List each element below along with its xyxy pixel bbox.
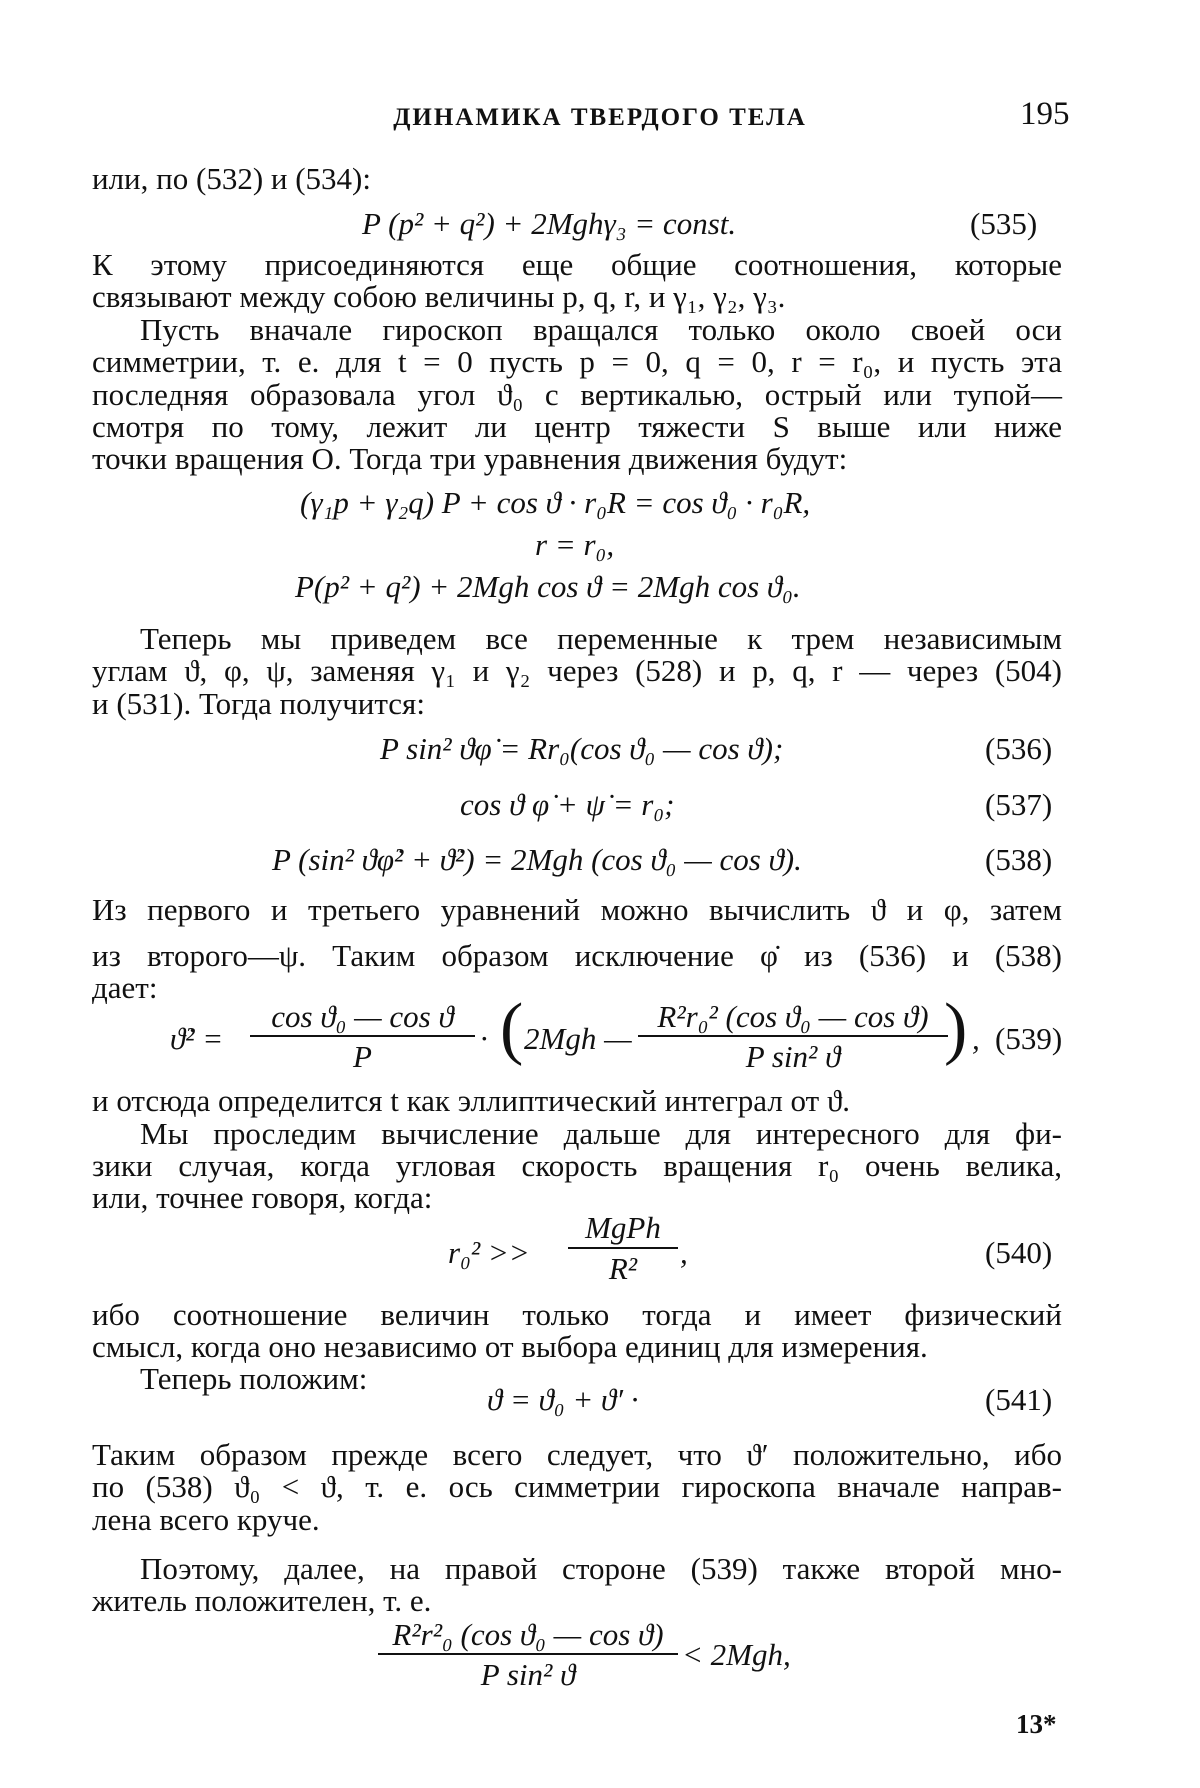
fraction-denominator: R² [608,1251,638,1286]
equation-number: (536) [985,731,1053,766]
comma: , [972,1021,980,1056]
equation-system-2: r = r₀, [535,527,615,562]
text-line: из второго—ψ. Таким образом исключение φ̇ из (536) и (538) [92,938,1062,973]
text-line: К этому присоединяются еще общие соотношения, которые [92,247,1062,282]
text-line: Теперь положим: [140,1361,368,1396]
equation-541: ϑ = ϑ₀ + ϑ′ · [487,1382,639,1417]
text-line: Поэтому, далее, на правой стороне (539) также второй мно- [140,1551,1062,1586]
text-line: углам ϑ, φ, ψ, заменяя γ₁ и γ₂ через (528) и p, q, r — через (504) [92,653,1062,688]
equation-536: P sin² ϑφ̇ = Rr₀(cos ϑ₀ — cos ϑ); [380,731,784,766]
comma: , [680,1235,688,1270]
fraction-denominator: P sin² ϑ [480,1657,576,1692]
fraction-numerator: R²r₀² (cos ϑ₀ — cos ϑ) [657,999,929,1034]
fraction-bar [568,1247,678,1249]
equation-539-lhs: ϑ̇² = [170,1021,224,1056]
text-line: симметрии, т. е. для t = 0 пусть p = 0, q = 0, r = r₀, и пусть эта [92,344,1062,379]
signature-mark: 13* [1016,1709,1057,1739]
page-number: 195 [1020,96,1070,132]
left-paren: ( [500,990,524,1067]
text-line: или, точнее говоря, когда: [92,1180,433,1215]
equation-number: (541) [985,1382,1053,1417]
text-line: последняя образовала угол ϑ₀ с вертикалью, острый или тупой— [92,377,1062,412]
fraction-numerator: cos ϑ₀ — cos ϑ [271,999,454,1034]
equation-535: P (p² + q²) + 2Mghγ₃ = const. [362,206,737,241]
text-line: или, по (532) и (534): [92,161,371,196]
equation-number: (539) [995,1021,1063,1056]
fraction-bar [638,1035,948,1037]
fraction-numerator: R²r²₀ (cos ϑ₀ — cos ϑ) [392,1617,664,1652]
text-line: связывают между собою величины p, q, r, и γ₁, γ₂, γ₃. [92,279,786,314]
text-line: Пусть вначале гироскоп вращался только около своей оси [140,312,1062,347]
fraction-numerator: MgPh [585,1210,661,1245]
equation-system-3: P(p² + q²) + 2Mgh cos ϑ = 2Mgh cos ϑ₀. [295,569,801,604]
text-line: точки вращения O. Тогда три уравнения движения будут: [92,441,848,476]
fraction-denominator: P [353,1039,372,1074]
text-line: зики случая, когда угловая скорость вращения r₀ очень велика, [92,1148,1062,1183]
text-line: смысл, когда оно независимо от выбора единиц для измерения. [92,1329,928,1364]
text-line: житель положителен, т. е. [92,1583,432,1618]
equation-540-lhs: r₀² >> [448,1235,530,1270]
text-line: ибо соотношение величин только тогда и имеет физический [92,1297,1062,1332]
text-line: по (538) ϑ₀ < ϑ, т. е. ось симметрии гироскопа вначале направ- [92,1469,1062,1504]
equation-number: (535) [970,206,1038,241]
text-line: Мы проследим вычисление дальше для интересного для фи- [140,1116,1062,1151]
fraction-bar [250,1035,475,1037]
equation-number: (538) [985,842,1053,877]
multiply-dot: · [480,1021,488,1056]
text-line: лена всего круче. [92,1502,320,1537]
equation-538: P (sin² ϑφ̇² + ϑ̇²) = 2Mgh (cos ϑ₀ — cos ϑ). [272,842,802,877]
equation-539-mid: 2Mgh — [524,1021,632,1056]
text-line: смотря по тому, лежит ли центр тяжести S выше или ниже [92,409,1062,444]
fraction-denominator: P sin² ϑ [745,1039,841,1074]
text-line: Из первого и третьего уравнений можно вычислить ϑ и φ, затем [92,892,1062,927]
text-line: Теперь мы приведем все переменные к трем независимым [140,621,1062,656]
running-header: ДИНАМИКА ТВЕРДОГО ТЕЛА [393,104,807,131]
text-line: дает: [92,970,158,1005]
text-line: Таким образом прежде всего следует, что ϑ′ положительно, ибо [92,1437,1062,1472]
equation-number: (540) [985,1235,1053,1270]
text-line: и (531). Тогда получится: [92,686,425,721]
fraction-bar [378,1653,678,1655]
inequality-rhs: < 2Mgh, [682,1637,791,1672]
equation-system-1: (γ₁p + γ₂q) P + cos ϑ · r₀R = cos ϑ₀ · r₀R, [300,485,811,520]
equation-537: cos ϑ φ̇ + ψ̇ = r₀; [460,787,675,822]
right-paren: ) [944,990,968,1067]
text-line: и отсюда определится t как эллиптический интеграл от ϑ. [92,1083,851,1118]
equation-number: (537) [985,787,1053,822]
